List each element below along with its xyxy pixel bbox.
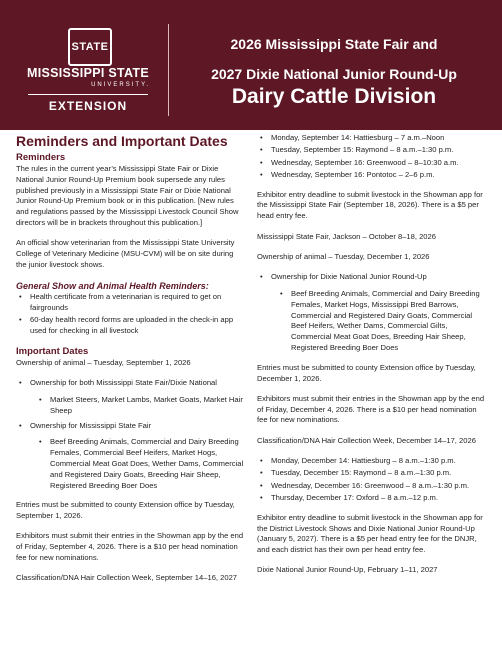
- list-item: • Tuesday, December 15: Raymond – 8 a.m.–1:30 p.m.: [271, 468, 489, 479]
- ownership-dec: Ownership of animal – Tuesday, December 1, 2026: [257, 251, 430, 261]
- reminders-heading: Reminders: [16, 152, 66, 163]
- list-item: • Market Steers, Market Lambs, Market Goats, Market Hair Sheep: [50, 395, 244, 417]
- deadline-state-fair: Exhibitor entry deadline to submit livestock in the Showman app for the Mississippi State Fair (September 18, 2026). There is a $5 per head entry fee.: [257, 189, 483, 221]
- ownership-fair-sublist: [30, 437, 244, 491]
- ownership-both-sublist: [30, 395, 244, 417]
- section-title: Reminders and Important Dates: [16, 133, 228, 149]
- list-item: [30, 378, 244, 416]
- collection-week-dec-list: [257, 456, 489, 504]
- ownership-sept: Ownership of animal – Tuesday, September 1, 2026: [16, 357, 191, 367]
- logo-name: MISSISSIPPI STATE: [26, 66, 150, 80]
- list-item: • Health certificate from a veterinarian is required to get on fairgrounds: [30, 292, 244, 314]
- msu-extension-logo: [18, 28, 158, 120]
- ownership-dixie-sublist: [271, 289, 489, 354]
- ownership-list-sept: [16, 378, 244, 491]
- important-dates-heading: Important Dates: [16, 345, 89, 357]
- classification-sept: Classification/DNA Hair Collection Week, September 14–16, 2027: [16, 573, 238, 583]
- reminders-paragraph-2: An official show veterinarian from the Mississippi State University College of Veterinary Medicine (MSU-CVM) will be on site during the junior livestock shows.: [16, 238, 235, 269]
- left-column: [16, 133, 244, 594]
- ownership-fair-label: Ownership for Mississippi State Fair: [30, 420, 152, 430]
- list-item: • Beef Breeding Animals, Commercial and Dairy Breeding Females, Market Hogs, Mississippi Bred Barrows, Commercial and Registered Dairy Goats, Commercial Beef Heifers, Wether Dams, Commercial Gilts, Commercial Meat Goat Does, Breeding Hair Sheep, Registered Breeding Boer Does: [291, 289, 489, 354]
- header-title-line1: 2026 Mississippi State Fair and: [230, 36, 438, 52]
- seal-text: STATE: [71, 41, 109, 53]
- ownership-dixie-label: Ownership for Dixie National Junior Round-Up: [271, 272, 427, 282]
- list-item: • Monday, December 14: Hattiesburg – 8 a.m.–1:30 p.m.: [271, 456, 489, 467]
- list-item: [30, 421, 244, 492]
- exhibitors-showman-sept: Exhibitors must submit their entries in the Showman app by the end of Friday, September 4, 2026. There is a $10 per head nomination fee for new nominations.: [16, 531, 244, 563]
- ownership-list-dec: [257, 272, 489, 354]
- collection-week-sept-list: [257, 133, 489, 181]
- entries-county-sept: Entries must be submitted to county Extension office by Tuesday, September 1, 2026.: [16, 500, 235, 521]
- right-column: [257, 133, 489, 586]
- header-title-main: Dairy Cattle Division: [231, 85, 437, 108]
- list-item: • Wednesday, September 16: Greenwood – 8–10:30 a.m.: [271, 158, 489, 169]
- state-fair-dates: Mississippi State Fair, Jackson – October 8–18, 2026: [257, 231, 436, 241]
- logo-extension: EXTENSION: [28, 94, 148, 113]
- reminders-paragraph-1: The rules in the current year’s Mississippi State Fair or Dixie National Junior Round-Up Premium book supersede any rules published previously in a Mississippi State Fair or Dixie National Junior Round-Up Premium book or in this publication. [New rules and regulations passed by the Mississippi Livestock Council Show directors will be in brackets throughout this publication.]: [16, 164, 239, 227]
- general-reminders-heading: General Show and Animal Health Reminders:: [16, 281, 209, 292]
- header-divider: [168, 24, 169, 116]
- header-title-line2: 2027 Dixie National Junior Round-Up: [211, 66, 457, 82]
- dixie-dates: Dixie National Junior Round-Up, February 1–11, 2027: [257, 565, 438, 575]
- exhibitors-showman-dec: Exhibitors must submit their entries in the Showman app by the end of Friday, December 4, 2026. There is a $10 per head nomination fee for new nominations.: [257, 393, 485, 425]
- list-item: • Wednesday, September 16: Pontotoc – 2–6 p.m.: [271, 170, 489, 181]
- entries-county-dec: Entries must be submitted to county Extension office by Tuesday, December 1, 2026.: [257, 362, 476, 383]
- header-banner: [0, 0, 502, 130]
- deadline-dixie: Exhibitor entry deadline to submit livestock in the Showman app for the District Livestock Shows and Dixie National Junior Round-Up (January 5, 2027). There is a $5 per head entry fee for the DNJR, and each district has their own per head entry fee.: [257, 512, 483, 555]
- general-reminders-list: [16, 292, 244, 337]
- list-item: • Tuesday, September 15: Raymond – 8 a.m.–1:30 p.m.: [271, 145, 489, 156]
- list-item: • Wednesday, December 16: Greenwood – 8 a.m.–1:30 p.m.: [271, 481, 489, 492]
- logo-university: UNIVERSITY.: [91, 82, 150, 88]
- list-item: • Monday, September 14: Hattiesburg – 7 a.m.–Noon: [271, 133, 489, 144]
- list-item: • 60-day health record forms are uploaded in the check-in app used for checking in all livestock: [30, 315, 244, 337]
- list-item: [271, 272, 489, 354]
- classification-dec: Classification/DNA Hair Collection Week, December 14–17, 2026: [257, 435, 476, 445]
- list-item: • Beef Breeding Animals, Commercial and Dairy Breeding Females, Commercial Beef Heifers, Market Hogs, Commercial Meat Goat Does, Wether Dams, Commercial and Registered Dairy Goats, Breeding Hair Sheep, Registered Breeding Boer Does: [50, 437, 244, 491]
- state-seal-icon: [68, 28, 112, 66]
- ownership-both-label: Ownership for both Mississippi State Fair/Dixie National: [30, 378, 217, 388]
- list-item: • Thursday, December 17: Oxford – 8 a.m.–12 p.m.: [271, 493, 489, 504]
